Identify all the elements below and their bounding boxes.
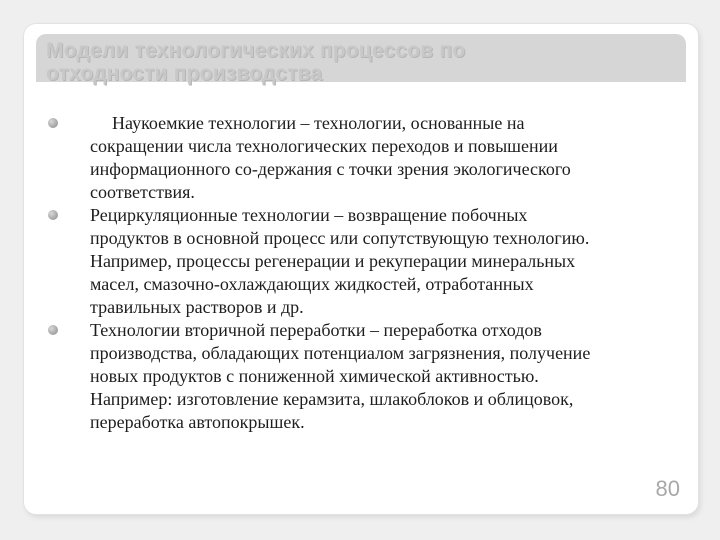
bullet-text-line: масел, смазочно-охлаждающих жидкостей, отработанных [90, 274, 534, 294]
bullet-text-line: Рециркуляционные технологии – возвращение побочных [90, 205, 528, 225]
bullet-text-line: производства, обладающих потенциалом загрязнения, получение [90, 343, 591, 363]
bullet-item [48, 204, 688, 319]
bullet-dot-icon [48, 118, 58, 128]
bullet-text-line: сокращении числа технологических переходов и повышении [90, 136, 558, 156]
page-number: 80 [655, 476, 680, 501]
bullet-item [48, 319, 688, 434]
bullet-list [48, 112, 688, 434]
slide-title-line: отходности производства [46, 62, 323, 85]
bullet-text-line: продуктов в основной процесс или сопутствующую технологию. [90, 228, 590, 248]
slide-title [46, 39, 465, 85]
bullet-text-line: Наукоемкие технологии – технологии, основанные на [112, 113, 525, 133]
bullet-text-line: Например: изготовление керамзита, шлакоблоков и облицовок, [90, 389, 574, 409]
bullet-text-line: Технологии вторичной переработки – переработка отходов [90, 320, 542, 340]
slide-title-line: Модели технологических процессов по [46, 39, 466, 62]
bullet-dot-icon [48, 210, 58, 220]
bullet-item [48, 112, 688, 204]
bullet-text-line: новых продуктов с пониженной химической активностью. [90, 366, 539, 386]
bullet-text-line: информационного со-держания с точки зрения экологического [90, 159, 571, 179]
bullet-text-line: соответствия. [90, 182, 195, 202]
bullet-text-line: травильных растворов и др. [90, 297, 304, 317]
bullet-text-line: Например, процессы регенерации и рекуперации минеральных [90, 251, 576, 271]
slide [24, 24, 698, 514]
title-bar [36, 34, 686, 85]
bullet-text-line: переработка автопокрышек. [90, 412, 305, 432]
bullet-dot-icon [48, 325, 58, 335]
